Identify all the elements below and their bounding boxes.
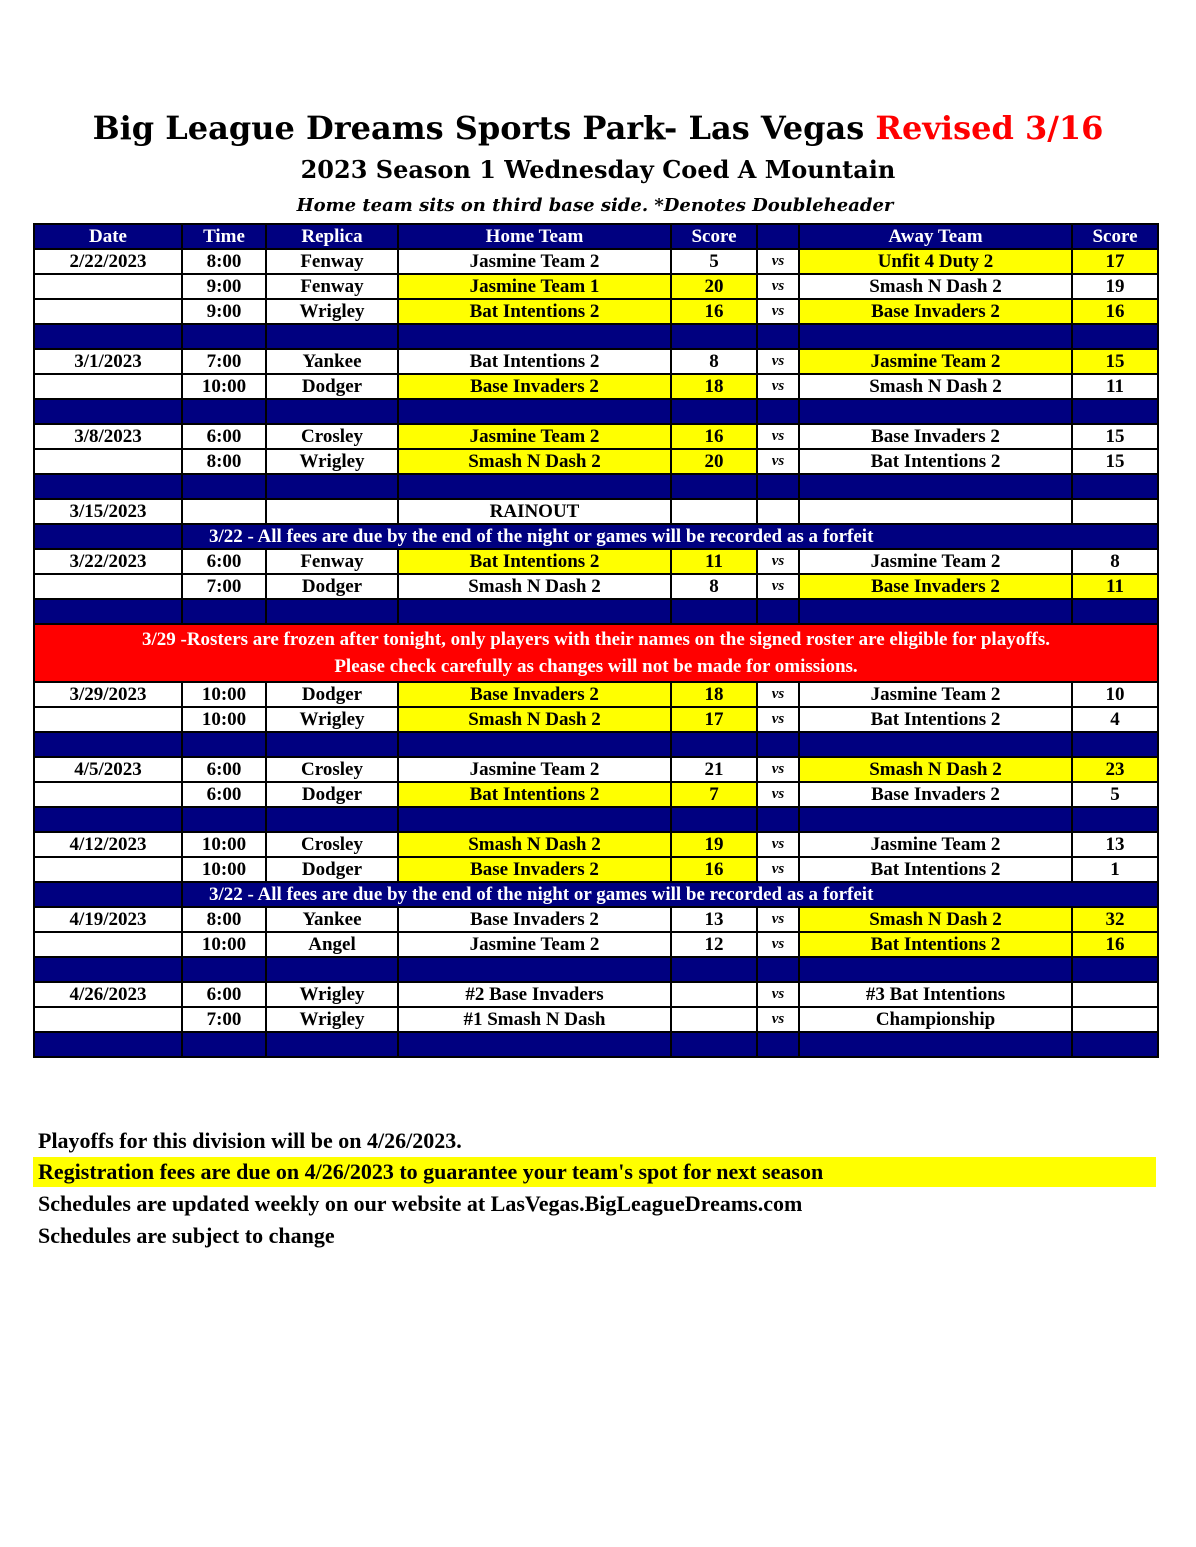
- spacer-cell: [799, 399, 1072, 424]
- vs-cell: vs: [757, 907, 799, 932]
- table-header-row: [34, 224, 1158, 249]
- col-header: Home Team: [398, 224, 671, 249]
- date-cell: [34, 449, 182, 474]
- home-score-cell: 19: [671, 832, 757, 857]
- time-cell: 7:00: [182, 574, 266, 599]
- vs-cell: vs: [757, 574, 799, 599]
- spacer-cell: [34, 324, 182, 349]
- spacer-row: [34, 324, 1158, 349]
- time-cell: 10:00: [182, 682, 266, 707]
- date-cell: [34, 707, 182, 732]
- field-cell: Yankee: [266, 349, 398, 374]
- time-cell: 8:00: [182, 449, 266, 474]
- spacer-cell: [182, 399, 266, 424]
- spacer-cell: [757, 957, 799, 982]
- spacer-cell: [1072, 324, 1158, 349]
- spacer-cell: [34, 599, 182, 624]
- away-team-cell: Smash N Dash 2: [799, 374, 1072, 399]
- away-score-cell: 19: [1072, 274, 1158, 299]
- home-score-cell: 8: [671, 349, 757, 374]
- away-team-cell: #3 Bat Intentions: [799, 982, 1072, 1007]
- away-score-cell: [1072, 982, 1158, 1007]
- home-team-cell: #2 Base Invaders: [398, 982, 671, 1007]
- spacer-cell: [34, 957, 182, 982]
- game-row: [34, 832, 1158, 857]
- time-cell: 10:00: [182, 857, 266, 882]
- date-cell: [34, 274, 182, 299]
- field-cell: Wrigley: [266, 707, 398, 732]
- away-team-cell: [799, 499, 1072, 524]
- date-cell: 3/22/2023: [34, 549, 182, 574]
- away-team-cell: Bat Intentions 2: [799, 449, 1072, 474]
- spacer-row: [34, 474, 1158, 499]
- spacer-row: [34, 807, 1158, 832]
- spacer-cell: [671, 324, 757, 349]
- away-score-cell: 5: [1072, 782, 1158, 807]
- spacer-cell: [266, 324, 398, 349]
- spacer-cell: [799, 474, 1072, 499]
- home-score-cell: 18: [671, 682, 757, 707]
- vs-cell: vs: [757, 274, 799, 299]
- home-team-cell: Base Invaders 2: [398, 374, 671, 399]
- vs-cell: vs: [757, 832, 799, 857]
- field-cell: Crosley: [266, 424, 398, 449]
- spacer-cell: [34, 1032, 182, 1057]
- time-cell: 10:00: [182, 832, 266, 857]
- field-cell: Dodger: [266, 782, 398, 807]
- away-score-cell: 16: [1072, 299, 1158, 324]
- col-header: Away Team: [799, 224, 1072, 249]
- away-score-cell: [1072, 499, 1158, 524]
- spacer-row: [34, 1032, 1158, 1057]
- home-score-cell: 20: [671, 274, 757, 299]
- away-team-cell: Base Invaders 2: [799, 574, 1072, 599]
- date-cell: [34, 374, 182, 399]
- game-row: [34, 299, 1158, 324]
- home-team-cell: Smash N Dash 2: [398, 707, 671, 732]
- home-team-cell: Base Invaders 2: [398, 857, 671, 882]
- spacer-cell: [799, 732, 1072, 757]
- time-cell: 9:00: [182, 299, 266, 324]
- spacer-cell: [1072, 732, 1158, 757]
- home-team-cell: Base Invaders 2: [398, 907, 671, 932]
- home-team-cell: Jasmine Team 2: [398, 249, 671, 274]
- spacer-cell: [398, 732, 671, 757]
- spacer-cell: [398, 324, 671, 349]
- away-team-cell: Smash N Dash 2: [799, 757, 1072, 782]
- time-cell: 8:00: [182, 907, 266, 932]
- away-score-cell: 10: [1072, 682, 1158, 707]
- spacer-cell: [671, 474, 757, 499]
- away-score-cell: 15: [1072, 424, 1158, 449]
- game-row: [34, 932, 1158, 957]
- spacer-cell: [34, 807, 182, 832]
- spacer-row: [34, 399, 1158, 424]
- home-team-cell: Bat Intentions 2: [398, 299, 671, 324]
- home-score-cell: 16: [671, 857, 757, 882]
- spacer-cell: [671, 732, 757, 757]
- game-row: [34, 782, 1158, 807]
- spacer-cell: [757, 1032, 799, 1057]
- col-header: Score: [1072, 224, 1158, 249]
- spacer-cell: [34, 474, 182, 499]
- home-score-cell: [671, 499, 757, 524]
- footer-playoffs: Playoffs for this division will be on 4/26/2023.: [38, 1128, 462, 1153]
- home-team-cell: #1 Smash N Dash: [398, 1007, 671, 1032]
- spacer-cell: [182, 474, 266, 499]
- spacer-cell: [671, 399, 757, 424]
- game-row: [34, 249, 1158, 274]
- home-team-cell: RAINOUT: [398, 499, 671, 524]
- schedule-note: Home team sits on third base side. *Denotes Doubleheader: [296, 195, 894, 216]
- spacer-cell: [266, 1032, 398, 1057]
- spacer-cell: [182, 957, 266, 982]
- spacer-cell: [266, 474, 398, 499]
- game-row: [34, 682, 1158, 707]
- date-cell: 4/12/2023: [34, 832, 182, 857]
- away-score-cell: 15: [1072, 349, 1158, 374]
- spacer-cell: [34, 399, 182, 424]
- field-cell: Wrigley: [266, 449, 398, 474]
- away-score-cell: 4: [1072, 707, 1158, 732]
- away-team-cell: Smash N Dash 2: [799, 274, 1072, 299]
- game-row: [34, 499, 1158, 524]
- spacer-cell: [671, 957, 757, 982]
- away-score-cell: 11: [1072, 574, 1158, 599]
- vs-cell: vs: [757, 932, 799, 957]
- field-cell: Dodger: [266, 857, 398, 882]
- field-cell: Wrigley: [266, 1007, 398, 1032]
- game-row: [34, 549, 1158, 574]
- home-score-cell: 17: [671, 707, 757, 732]
- home-team-cell: Jasmine Team 2: [398, 424, 671, 449]
- away-team-cell: Jasmine Team 2: [799, 682, 1072, 707]
- fee-notice: 3/22 - All fees are due by the end of the night or games will be recorded as a forfeit: [182, 882, 1158, 907]
- game-row: [34, 374, 1158, 399]
- vs-cell: [757, 499, 799, 524]
- col-header: Score: [671, 224, 757, 249]
- away-team-cell: Bat Intentions 2: [799, 707, 1072, 732]
- away-team-cell: Smash N Dash 2: [799, 907, 1072, 932]
- time-cell: 10:00: [182, 374, 266, 399]
- time-cell: 6:00: [182, 757, 266, 782]
- date-cell: 3/1/2023: [34, 349, 182, 374]
- away-team-cell: Base Invaders 2: [799, 782, 1072, 807]
- vs-cell: vs: [757, 424, 799, 449]
- spacer-cell: [34, 524, 182, 549]
- away-score-cell: 32: [1072, 907, 1158, 932]
- field-cell: Dodger: [266, 374, 398, 399]
- spacer-cell: [1072, 399, 1158, 424]
- away-team-cell: Jasmine Team 2: [799, 832, 1072, 857]
- spacer-row: [34, 599, 1158, 624]
- field-cell: Fenway: [266, 549, 398, 574]
- fee-notice-row: [34, 882, 1158, 907]
- home-team-cell: Bat Intentions 2: [398, 549, 671, 574]
- home-team-cell: Smash N Dash 2: [398, 449, 671, 474]
- spacer-cell: [34, 732, 182, 757]
- time-cell: [182, 499, 266, 524]
- field-cell: Crosley: [266, 757, 398, 782]
- col-header: [757, 224, 799, 249]
- field-cell: Fenway: [266, 274, 398, 299]
- field-cell: Wrigley: [266, 982, 398, 1007]
- footer-website: Schedules are updated weekly on our website at LasVegas.BigLeagueDreams.com: [38, 1191, 803, 1216]
- away-score-cell: 1: [1072, 857, 1158, 882]
- home-score-cell: 16: [671, 299, 757, 324]
- field-cell: Wrigley: [266, 299, 398, 324]
- away-score-cell: 15: [1072, 449, 1158, 474]
- field-cell: Yankee: [266, 907, 398, 932]
- vs-cell: vs: [757, 549, 799, 574]
- spacer-cell: [398, 807, 671, 832]
- time-cell: 6:00: [182, 424, 266, 449]
- spacer-cell: [1072, 1032, 1158, 1057]
- home-score-cell: 7: [671, 782, 757, 807]
- spacer-cell: [799, 807, 1072, 832]
- spacer-cell: [757, 599, 799, 624]
- spacer-cell: [799, 957, 1072, 982]
- spacer-row: [34, 732, 1158, 757]
- time-cell: 6:00: [182, 782, 266, 807]
- home-score-cell: 13: [671, 907, 757, 932]
- home-score-cell: 20: [671, 449, 757, 474]
- spacer-cell: [398, 474, 671, 499]
- page-title: [0, 108, 1196, 148]
- game-row: [34, 757, 1158, 782]
- roster-notice: [34, 624, 1158, 682]
- vs-cell: vs: [757, 299, 799, 324]
- game-row: [34, 574, 1158, 599]
- date-cell: 3/29/2023: [34, 682, 182, 707]
- away-team-cell: Base Invaders 2: [799, 424, 1072, 449]
- home-score-cell: 11: [671, 549, 757, 574]
- time-cell: 8:00: [182, 249, 266, 274]
- home-team-cell: Smash N Dash 2: [398, 832, 671, 857]
- spacer-cell: [757, 807, 799, 832]
- away-score-cell: 17: [1072, 249, 1158, 274]
- col-header: Date: [34, 224, 182, 249]
- spacer-cell: [1072, 599, 1158, 624]
- footer-registration: Registration fees are due on 4/26/2023 to guarantee your team's spot for next season: [33, 1157, 1156, 1187]
- spacer-cell: [266, 399, 398, 424]
- date-cell: [34, 857, 182, 882]
- spacer-cell: [398, 957, 671, 982]
- home-team-cell: Jasmine Team 2: [398, 757, 671, 782]
- spacer-cell: [757, 399, 799, 424]
- game-row: [34, 424, 1158, 449]
- date-cell: [34, 1007, 182, 1032]
- time-cell: 7:00: [182, 349, 266, 374]
- vs-cell: vs: [757, 374, 799, 399]
- spacer-cell: [757, 324, 799, 349]
- roster-notice-line: 3/29 -Rosters are frozen after tonight, only players with their names on the signed roster are eligible for playoffs.: [141, 629, 1051, 650]
- game-row: [34, 274, 1158, 299]
- home-score-cell: 21: [671, 757, 757, 782]
- vs-cell: vs: [757, 982, 799, 1007]
- vs-cell: vs: [757, 1007, 799, 1032]
- spacer-cell: [671, 599, 757, 624]
- home-score-cell: 18: [671, 374, 757, 399]
- spacer-cell: [182, 732, 266, 757]
- time-cell: 6:00: [182, 982, 266, 1007]
- away-score-cell: 13: [1072, 832, 1158, 857]
- date-cell: [34, 932, 182, 957]
- spacer-cell: [266, 957, 398, 982]
- spacer-cell: [1072, 957, 1158, 982]
- date-cell: 4/26/2023: [34, 982, 182, 1007]
- game-row: [34, 907, 1158, 932]
- vs-cell: vs: [757, 857, 799, 882]
- date-cell: 2/22/2023: [34, 249, 182, 274]
- spacer-cell: [799, 599, 1072, 624]
- vs-cell: vs: [757, 757, 799, 782]
- away-score-cell: 16: [1072, 932, 1158, 957]
- vs-cell: vs: [757, 449, 799, 474]
- time-cell: 6:00: [182, 549, 266, 574]
- spacer-cell: [1072, 807, 1158, 832]
- fee-notice-row: [34, 524, 1158, 549]
- field-cell: Fenway: [266, 249, 398, 274]
- col-header: Replica: [266, 224, 398, 249]
- home-score-cell: [671, 1007, 757, 1032]
- game-row: [34, 349, 1158, 374]
- date-cell: 3/8/2023: [34, 424, 182, 449]
- fee-notice: 3/22 - All fees are due by the end of the night or games will be recorded as a forfeit: [182, 524, 1158, 549]
- field-cell: Dodger: [266, 682, 398, 707]
- date-cell: 4/19/2023: [34, 907, 182, 932]
- time-cell: 7:00: [182, 1007, 266, 1032]
- home-team-cell: Smash N Dash 2: [398, 574, 671, 599]
- field-cell: [266, 499, 398, 524]
- spacer-row: [34, 957, 1158, 982]
- time-cell: 10:00: [182, 707, 266, 732]
- roster-notice-row: [34, 624, 1158, 682]
- home-score-cell: 5: [671, 249, 757, 274]
- home-team-cell: Jasmine Team 2: [398, 932, 671, 957]
- spacer-cell: [34, 882, 182, 907]
- date-cell: 3/15/2023: [34, 499, 182, 524]
- away-score-cell: 8: [1072, 549, 1158, 574]
- vs-cell: vs: [757, 249, 799, 274]
- page-subtitle: 2023 Season 1 Wednesday Coed A Mountain: [300, 155, 896, 184]
- roster-notice-line: Please check carefully as changes will not be made for omissions.: [334, 656, 858, 677]
- home-team-cell: Bat Intentions 2: [398, 782, 671, 807]
- away-score-cell: [1072, 1007, 1158, 1032]
- spacer-cell: [266, 599, 398, 624]
- vs-cell: vs: [757, 349, 799, 374]
- spacer-cell: [398, 399, 671, 424]
- spacer-cell: [671, 807, 757, 832]
- spacer-cell: [757, 474, 799, 499]
- home-team-cell: Base Invaders 2: [398, 682, 671, 707]
- game-row: [34, 1007, 1158, 1032]
- away-team-cell: Championship: [799, 1007, 1072, 1032]
- schedule-table: [33, 223, 1159, 1058]
- spacer-cell: [182, 324, 266, 349]
- spacer-cell: [182, 599, 266, 624]
- away-team-cell: Jasmine Team 2: [799, 349, 1072, 374]
- vs-cell: vs: [757, 682, 799, 707]
- revised-label: Revised 3/16: [875, 109, 1104, 147]
- spacer-cell: [182, 807, 266, 832]
- schedule-body: [34, 249, 1158, 1057]
- date-cell: [34, 574, 182, 599]
- spacer-cell: [398, 599, 671, 624]
- field-cell: Angel: [266, 932, 398, 957]
- home-score-cell: [671, 982, 757, 1007]
- game-row: [34, 449, 1158, 474]
- away-score-cell: 11: [1072, 374, 1158, 399]
- spacer-cell: [757, 732, 799, 757]
- time-cell: 9:00: [182, 274, 266, 299]
- spacer-cell: [182, 1032, 266, 1057]
- away-team-cell: Base Invaders 2: [799, 299, 1072, 324]
- game-row: [34, 857, 1158, 882]
- date-cell: 4/5/2023: [34, 757, 182, 782]
- spacer-cell: [1072, 474, 1158, 499]
- spacer-cell: [671, 1032, 757, 1057]
- vs-cell: vs: [757, 707, 799, 732]
- field-cell: Crosley: [266, 832, 398, 857]
- away-score-cell: 23: [1072, 757, 1158, 782]
- away-team-cell: Unfit 4 Duty 2: [799, 249, 1072, 274]
- title-text: Big League Dreams Sports Park- Las Vegas: [92, 109, 865, 147]
- date-cell: [34, 782, 182, 807]
- spacer-cell: [398, 1032, 671, 1057]
- footer-change: Schedules are subject to change: [38, 1223, 335, 1248]
- game-row: [34, 707, 1158, 732]
- away-team-cell: Bat Intentions 2: [799, 932, 1072, 957]
- col-header: Time: [182, 224, 266, 249]
- home-score-cell: 16: [671, 424, 757, 449]
- home-team-cell: Bat Intentions 2: [398, 349, 671, 374]
- date-cell: [34, 299, 182, 324]
- spacer-cell: [799, 1032, 1072, 1057]
- time-cell: 10:00: [182, 932, 266, 957]
- vs-cell: vs: [757, 782, 799, 807]
- spacer-cell: [266, 807, 398, 832]
- away-team-cell: Jasmine Team 2: [799, 549, 1072, 574]
- home-score-cell: 12: [671, 932, 757, 957]
- home-score-cell: 8: [671, 574, 757, 599]
- game-row: [34, 982, 1158, 1007]
- spacer-cell: [266, 732, 398, 757]
- spacer-cell: [799, 324, 1072, 349]
- field-cell: Dodger: [266, 574, 398, 599]
- home-team-cell: Jasmine Team 1: [398, 274, 671, 299]
- away-team-cell: Bat Intentions 2: [799, 857, 1072, 882]
